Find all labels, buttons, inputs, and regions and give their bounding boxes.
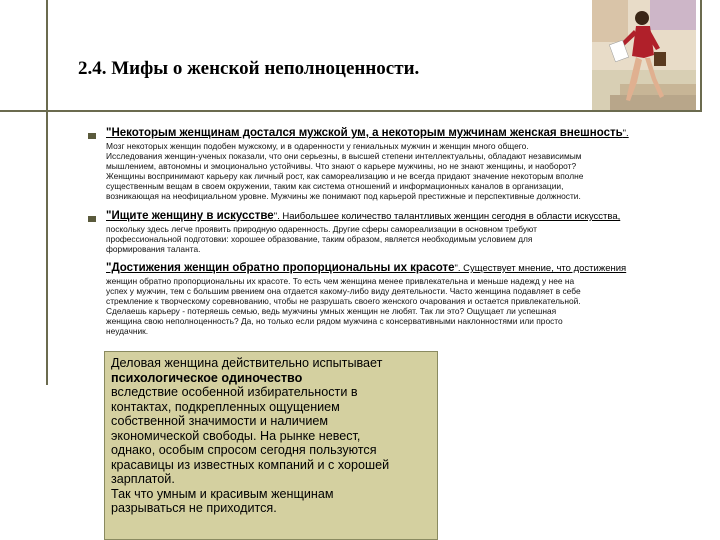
callout-line: Так что умным и красивым женщинам: [111, 486, 334, 501]
paragraph-line: стремление к творческому соревнованию, чтобы не разрушать своего женского очарования и остается привлекательной.: [106, 296, 581, 306]
paragraph-line: Сделаешь карьеру - потеряешь семью, ведь мужчины умных женщин не любят. Так ли это? Ощущает ли успешная: [106, 306, 557, 316]
myth-heading-2: [106, 210, 620, 222]
paragraph-line: существенным вещам в своем окружении, таким как система отношений и информационных каналов в организации,: [106, 181, 564, 191]
callout-line: собственной значимости и наличием: [111, 414, 329, 428]
bullet-marker: [88, 216, 96, 222]
paragraph-line: Исследования женщин-ученых показали, что они серьезны, в высшей степени интеллектуальны, обладают независимым: [106, 151, 582, 161]
callout-line: контактах, подкрепленных ощущением: [111, 399, 340, 414]
myth-heading-1-tail: ".: [622, 128, 629, 139]
paragraph-line: неудачник.: [106, 326, 149, 336]
myth-heading-3-tail: ". Существует мнение, что достижения: [454, 263, 627, 274]
left-decor-bar: [0, 0, 48, 385]
paragraph-line: профессиональной подготовки: хорошее образование, таким образом, является необходимым условием для: [106, 234, 533, 244]
callout-line: зарплатой.: [111, 472, 175, 486]
right-decor-line: [700, 0, 702, 112]
paragraph-line: Женщины воспринимают карьеру как личный рост, как самореализацию и не всегда придают значение некоторым вполне: [106, 171, 584, 181]
callout-line: разрываться не приходится.: [111, 501, 277, 515]
callout-box: [104, 351, 438, 540]
myth-heading-1: [106, 127, 629, 139]
callout-line-emphasis: психологическое одиночество: [111, 370, 303, 385]
paragraph-line: успех у мужчин, тем с большим рвением она отдается какому-либо виду деятельности. Часто женщина подавляет в себе: [106, 286, 581, 296]
callout-line: вследствие особенной избирательности в: [111, 385, 358, 399]
paragraph-line: поскольку здесь легче проявить природную одаренность. Другие сферы самореализации в основном требуют: [106, 224, 537, 234]
businesswoman-illustration: [590, 0, 698, 110]
myth-heading-3: [106, 262, 626, 274]
slide-title: 2.4. Мифы о женской неполноценности.: [78, 58, 420, 79]
callout-line: Деловая женщина действительно испытывает: [111, 356, 383, 370]
callout-line: экономической свободы. На рынке невест,: [111, 428, 361, 443]
paragraph-line: возникающая на неофициальном уровне. Мужчины же понимают под карьерой престижные и перспективные должности.: [106, 191, 581, 201]
callout-line: красавицы из известных компаний и с хорошей: [111, 457, 390, 472]
myth-heading-1-text: "Некоторым женщинам достался мужской ум, а некоторым мужчинам женская внешность: [106, 127, 623, 139]
myth-heading-2-tail: ". Наибольшее количество талантливых женщин сегодня в области искусства,: [273, 211, 621, 222]
paragraph-line: Мозг некоторых женщин подобен мужскому, и в одаренности у гениальных мужчин и женщин много общего.: [106, 141, 529, 151]
callout-line: однако, особым спросом сегодня пользуются: [111, 443, 377, 457]
title-underline: [0, 110, 700, 112]
paragraph-line: женщин обратно пропорциональны их красоте. То есть чем женщина менее привлекательна и меньше надежд у нее на: [106, 276, 575, 286]
bullet-marker: [88, 133, 96, 139]
paragraph-line: женщина свою неполноценность? Да, но только если рядом мужчина с консервативными наклонностями или просто: [106, 316, 563, 326]
myth-heading-3-text: "Достижения женщин обратно пропорциональны их красоте: [106, 262, 455, 274]
paragraph-line: формирования таланта.: [106, 244, 201, 254]
paragraph-line: мышлением, автономны и эмоционально устойчивы. Что знают о карьере мужчины, но не знают женщины, и наоборот?: [106, 161, 577, 171]
myth-heading-2-text: "Ищите женщину в искусстве: [106, 210, 274, 222]
